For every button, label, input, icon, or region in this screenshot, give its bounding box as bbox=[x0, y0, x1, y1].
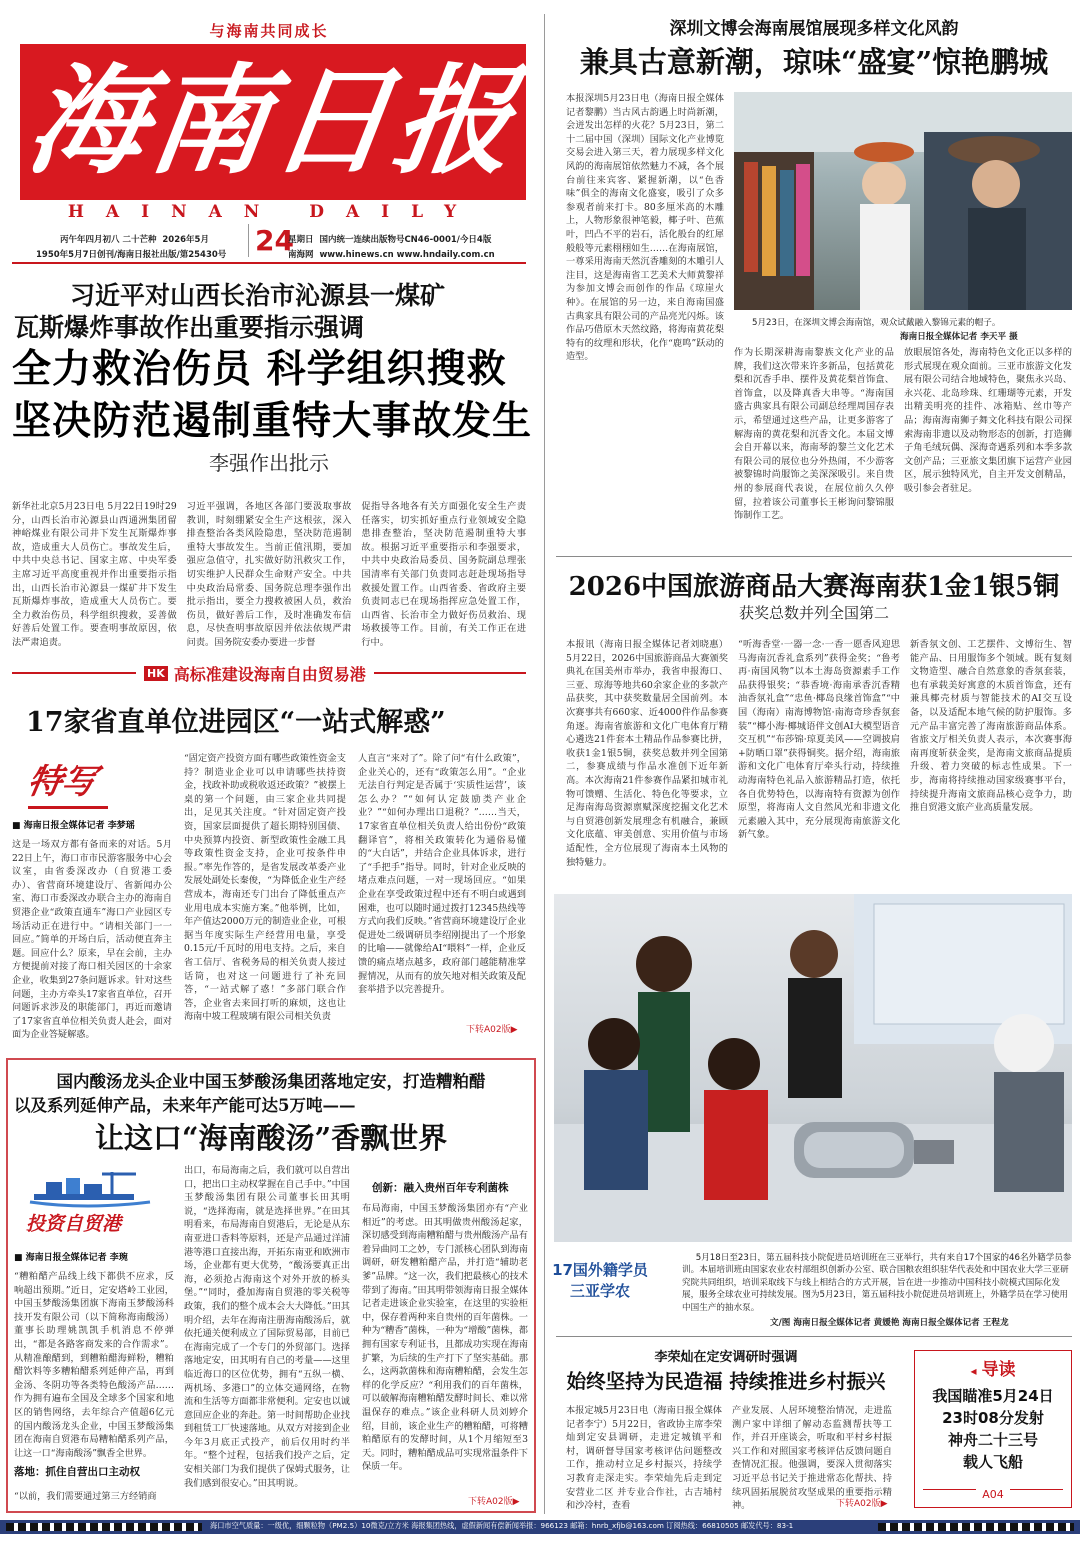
ftz-logo-icon: HK bbox=[144, 666, 168, 681]
masthead-slogan: 与海南共同成长 bbox=[209, 22, 329, 40]
lead-sub: 李强作出批示 bbox=[209, 451, 329, 475]
ftz-tag-text: 特写 bbox=[24, 762, 100, 802]
masthead-issn: 星期日 国内统一连续出版物号CN46-0001/今日4版 bbox=[288, 235, 492, 245]
culture-photo bbox=[734, 92, 1072, 310]
suantang-col-1b: “以前，我们需要通过第三方经销商 bbox=[14, 1491, 157, 1502]
masthead-founded: 1950年5月7日创刊/海南日报社出版/第25430号 bbox=[36, 250, 227, 260]
masthead-rule bbox=[12, 262, 526, 264]
suantang-col-2: 出口，布局海南之后，我们就可以自营出口，把出口主动权掌握在自己手中。”中国玉梦酸汤集团有限公司董事长田其明说，“选择海南，就是选择世界。”在田其明看来，布局海南自贸港后，无论是从东南亚进口香料等原料，还是产品通过洋浦港等港口直接出海，开拓东南亚和欧洲市场，企业都有更大优势，“酸汤要真正出海，必须抢占海南这个对外开放的桥头堡。”“同时，叠加海南自贸港的零关税等政策，我们的整个成本会大大降低。”田其明介绍，去年在海南注册海南酸汤后，就依托通关便利成立了国际贸易部，目前已在海南完成了一个专门的外贸部门。选择落地定安，田其明有自己的考量——这里临近海口的区位优势，拥有“五纵一横、两机场、多港口”的立体交通网络，在物流和生活等方面都非常便利。定安也以诚意回应企业的奔赴。第一时间帮助企业找到租赁工厂快速落地。从双方对接到企业今年3月底正式投产，前后仅用时约半年。“整个过程，包括我们投产之后，定安相关部门为我们提供了保姆式服务，让我们感到很安心。”田其明说。 bbox=[184, 1165, 350, 1489]
guide-line-4: 载人飞船 bbox=[962, 1453, 1023, 1471]
rural-col-2: 产业发展、人居环境整治情况，走进监测户家中详细了解动态监测帮扶等工作，并召开座谈会，听取和平村乡村振兴工作和对照国家考核评估反馈问题自查情况汇报。他强调，要深入贯彻落实习近平总书记关于推进常态化帮扶、持续巩固拓展脱贫攻坚成果的重要指示精神。 bbox=[732, 1405, 892, 1512]
ftz-jump-link[interactable]: 下转A02版▶ bbox=[466, 1025, 518, 1035]
guide-page[interactable]: A04 bbox=[976, 1488, 1010, 1501]
color-swatch-right bbox=[878, 1523, 1074, 1531]
suantang-col-1: “糟粕醋产品线上线下都供不应求，反响超出预期。”近日，定安塔岭工业园，中国玉梦酸汤集团旗下海南玉梦酸汤科技开发有限公司（以下简称海南酸汤）董事长助理姚凯凯手机消息不停弹出，“都是各路客商发来的合作需求”。从精准酿醋到，到糟粕醋海鲜粉，糟粕醋饮料等多糟粕醋系列延伸产品，再到金汤、冬阴功等各类特色酸汤产品……作为拥有遍布全国及全球多个国家和地区的销售网络，去年综合产值超6亿元的国内酸汤龙头企业，中国玉梦酸汤集团在海南自贸港布局糟粕醋系列产品，让这一口“海南酸汤”飘香全世界。 bbox=[14, 1271, 174, 1459]
footer-text: 海口市空气质量：一级优，细颗粒物（PM2.5）10微克/立方米 海报集团热线，虚假新闻有偿新闻举报：966123 邮箱：hnrb_xfjb@163.com 订阅热线：66810505 邮发代号：83-1 bbox=[210, 1521, 794, 1530]
lead-headline-2: 坚决防范遏制重特大事故发生 bbox=[12, 399, 533, 444]
suantang-jump-link[interactable]: 下转A02版▶ bbox=[468, 1497, 520, 1507]
color-swatch-left bbox=[6, 1523, 202, 1531]
guide-line-3: 神舟二十三号 bbox=[947, 1431, 1038, 1449]
suantang-sub-2: 创新：融入贵州百年专利菌株 bbox=[372, 1182, 509, 1194]
masthead-title: 海南日报 bbox=[19, 51, 527, 190]
masthead-day: 24 bbox=[248, 224, 294, 257]
suantang-headline: 让这口“海南酸汤”香飘世界 bbox=[94, 1121, 448, 1155]
masthead-date-lunar: 丙午年四月初八 二十芒种 2026年5月 bbox=[60, 235, 209, 245]
guide-line-1: 我国瞄准5月24日 bbox=[932, 1387, 1054, 1405]
guide-headline[interactable] bbox=[915, 1385, 1071, 1473]
column-divider bbox=[544, 14, 545, 1514]
culture-col-2b: 作为长期深耕海南黎族文化产业的品牌，我们这次带来许多新品，包括黄花梨和沉香手串、摆件及黄花梨首饰盒、首饰盒，以及降真香大串等。“海南国盛古典家具有限公司副总经理周国存表示，希望通过这些产品，让更多游客了解海南的黄花梨和沉香文化。本届文博会自开幕以来，海南琴韵黎兰文化艺术有限公司的展位也分外热闹，不少游客被黎锦时尚服饰之美深深吸引。来自贵州的参展商代表说，在展位前久久停留，拉着该公司董事长王彬询问黎锦服饰制作工艺。 bbox=[734, 347, 894, 522]
guide-line-2: 23时08分发射 bbox=[942, 1409, 1044, 1427]
foreign-photo bbox=[554, 894, 1072, 1242]
ftz-col-2: “固定资产投资方面有哪些政策性资金支持？制造业企业可以申请哪些扶持资金，找政补助或税收返还政策？”被摆上桌的第一个问题，由三家企业共同提出，足见其关注度。“针对固定资产投资，国家层面提供了超长期特别国债、中央预算内投资、新型政策性金融工具等政策性资金支持，企业可按条件申报。”率先作答的，是省发展改革委产业发展处副处长秦俊，“为降低企业生产经营成本，海南还专门出台了降低重点产业用电成本实施方案。”他举例，比如，年产值达2000万元的制造业企业，可根据当年度实际生产经营用电量，享受0.15元/千瓦时的用电支持。之后，来自省工信厅、省税务局的相关负责人接过话筒，也对这一问题进行了补充回答，“一站式解了惑！”多部门联合作答，企业省去来回打听的麻烦，这也让海南中坡工程玻璃有限公司相关负责 bbox=[184, 753, 346, 1023]
lead-kicker-2: 瓦斯爆炸事故作出重要指示强调 bbox=[14, 313, 365, 342]
lead-headline-1: 全力救治伤员 科学组织搜救 bbox=[12, 347, 507, 392]
ftz-col-1: 这是一场双方都有备而来的对话。5月22日上午，海口市市民游客服务中心会议室，由省委深改办（自贸港工委办）、省营商环境建设厅、省新闻办公室、海口市委深改办联合主办的海南自贸港企业“政策直通车”海口产业园区专场活动正在进行中。“请相关部门一一回应。”简单的开场白后，活动便直奔主题。回应什么？原来，早在会前，主办方便提前对接了海口相关园区的十余家企业，收集到27条问题诉求。针对这些问题，主办方牵头17家省直单位，召开问题诉求涉及的职能部门，再近而邀请了17家省直单位相关负责人赴会，面对面为企业答疑解惑。 bbox=[12, 839, 172, 1041]
port-crane-icon bbox=[26, 1168, 156, 1208]
suantang-kicker-2: 以及系列延伸产品，未来年产能可达5万吨—— bbox=[14, 1096, 356, 1115]
suantang-byline: ■ 海南日报全媒体记者 李琬 bbox=[14, 1253, 128, 1263]
suantang-tag-text: 投资自贸港 bbox=[26, 1213, 122, 1235]
rural-kicker: 李荣灿在定安调研时强调 bbox=[654, 1350, 798, 1365]
rural-headline: 始终坚持为民造福 持续推进乡村振兴 bbox=[566, 1370, 886, 1393]
pump-lesson-icon bbox=[554, 894, 1072, 1242]
lead-body bbox=[12, 500, 526, 646]
guide-title: 导读 bbox=[981, 1360, 1016, 1380]
suantang-sub-1: 落地：抓住自营出口主动权 bbox=[14, 1466, 140, 1478]
ftz-byline: ■ 海南日报全媒体记者 李梦瑶 bbox=[12, 821, 135, 831]
chevron-left-icon: ◂ bbox=[970, 1364, 977, 1378]
masthead bbox=[12, 14, 526, 314]
rural-jump-link[interactable]: 下转A02版▶ bbox=[836, 1499, 888, 1509]
culture-caption: 5月23日，在深圳文博会海南馆，观众试戴融入黎锦元素的帽子。 bbox=[752, 318, 1001, 328]
lead-col-3: 促指导各地各有关方面强化安全生产责任落实，切实抓好重点行业领域安全隐患排查整治，坚决防范遏制重特大事故。根据习近平重要指示和李强要求，中共中央政治局委员、国务院副总理张国清率有关部门负责同志赶赴现场指导救援处置工作。山西省委、省政府主要负责同志已在现场指挥应急处置工作，山西省、长治市全力做好伤员救治、现场救援等工作。目前，有关工作正在进行中。 bbox=[361, 501, 527, 648]
hat-exhibit-icon bbox=[734, 92, 1072, 310]
lead-kicker-1: 习近平对山西长治市沁源县一煤矿 bbox=[70, 281, 446, 310]
masthead-logo-box bbox=[20, 44, 526, 200]
lead-story bbox=[12, 280, 533, 478]
lead-col-1: 新华社北京5月23日电 5月22日19时29分，山西长治市沁源县山西通洲集团留神峪煤业有限公司井下发生瓦斯爆炸事故，造成重大人员伤亡。事故发生后，中共中央总书记、国家主席、中央军委主席习近平高度重视并作出重要指示指出，山西长治市沁源县一煤矿井下发生瓦斯爆炸事故，造成重大人员伤亡。要全力救治伤员，科学组织搜救，妥善做好善后处置工作。要查明事故原因，依法严肃追责。 bbox=[12, 501, 177, 648]
footer-bar bbox=[0, 1520, 1080, 1534]
rural-col-1: 本报定城5月23日电（海南日报全媒体记者李宁）5月22日，省政协主席李荣灿到定安县调研，走进定城镇平和村，调研督导国家考核评估问题整改工作，推动村立足乡村振兴，持续学习教育走深走实。李荣灿先后走到定安营业二区 并专业合作社，古吉埔村和沙冷村，查看 bbox=[566, 1405, 722, 1512]
culture-kicker: 深圳文博会海南展馆展现多样文化风韵 bbox=[669, 19, 959, 39]
foreign-tag-2: 三亚学农 bbox=[569, 1282, 630, 1300]
masthead-pinyin: HAINAN DAILY bbox=[67, 202, 479, 222]
tourism-col-1: 本报讯（海南日报全媒体记者刘晓惠）5月22日，2026中国旅游商品大赛颁奖典礼在国美州市举办，我省申报海口、三亚、琼海等地共60余家企业的多款产品获奖，其中获奖数量居全国前列。本次赛事共有660家、近4000件作品参赛角逐。海南省旅游和文化广电体育厅精心遴选21件套本土精品作品参赛比拼，收获1金1银5铜，获奖总数并列全国第二，参赛成绩与作品水准创下近年新高。本次海南21件参赛作品紧扣城市礼物可馈赠、生活化、特色化等要求，立足海南海岛资源禀赋深度挖掘文化艺术与自贸港创新发展理念有机融合，兼顾文化底蕴、审美创意、实用价值与市场适配性，全方位展现了海南本土风物的独特魅力。 bbox=[566, 639, 728, 868]
tourism-col-3: 新香氛文创、工艺摆件、文博衍生、智能产品、日用服饰多个领域。既有复刻文物造型、融合自然意象的香氛套装，也有承载美好寓意的木质首饰盒，还有兼具椰壳材质与智能技术的AI交互设备，以及适配本地气候的防护服饰。多元产品丰富完善了海南旅游商品体系。省旅文厅相关负责人表示，本次赛事海南再度斩获金奖，是海南文旅商品提质升级、着力突破的标志性成果。下一步，海南将持续推动国家级赛事平台，持续提升海南文旅商品核心竞争力，助推自贸港文旅产业高质量发展。 bbox=[910, 639, 1072, 814]
guide-page-bar bbox=[923, 1489, 1063, 1501]
culture-headline: 兼具古意新潮，琼味“盛宴”惊艳鹏城 bbox=[579, 45, 1049, 79]
foreign-tag bbox=[548, 1260, 652, 1302]
tourism-col-2: “听海香堂·一器一念·一香一愿香风迎思马海南沉香礼盒系列”获得金奖；“鲁考再·南国风物”以本土海岛资源素手工作品获得银奖；“恭香境·海南承香沉香精油香氛礼盒”“忠鱼·椰岛良缘首饰盒”“中国（海南）南海博物馆·南海奇珍香氛套装”“椰小海·椰城语伴文创AI大模型语音交互机”“布莎锦·琼夏美风——空调披肩+防晒口罩”获得铜奖。据介绍，海南旅游和文化广电体育厅牵头行动，持续推动海南特色礼品入旅游精品打造，依托各自优势特色，以海南特有资源为创作原型，将海南人文自然风光和非遗文化元素融入其中，充分展现海南旅游文化新气象。 bbox=[738, 639, 900, 841]
suantang-col-3: 布局海南，中国玉梦酸汤集团亦有“产业相近”的考虑。田其明做贵州酸汤起家，深切感受到海南糟粕醋与贵州酸汤产品有着异曲同工之妙，专门派核心团队到海南调研，研发糟粕醋产品，并打造“辅助老爹”品牌。“这一次，我们把最核心的技术带到了海南。”田其明带领海南日报全媒体记者走进该企业实验室，在这里的实验柜中，保存着两种来自贵州的百年菌株。一种为“糟香”菌株，一种为“增酸”菌株，都拥有国家专利证书，且都成功实现在海南扩繁，为后续的生产打下了坚实基础。那么，这两款菌株和海南糟粕醋，会发生怎样的化学反应？“利用我们的百年菌株，可以破解海南糟粕醋发酵时间长、难以常温保存的难点。”该企业科研人员刘婷介绍，目前，该企业生产的糟粕醋，可将糟粕醋原有的发酵时间，从1个月缩短至3天。同时，糟粕醋成品可实现常温条件下保质一年。 bbox=[362, 1203, 528, 1473]
suantang-tag bbox=[26, 1168, 156, 1238]
ftz-tag bbox=[24, 760, 118, 820]
foreign-tag-1: 17国外籍学员 bbox=[552, 1261, 648, 1279]
ftz-banner bbox=[12, 662, 526, 684]
culture-credit: 海南日报全媒体记者 李天平 摄 bbox=[900, 332, 1018, 342]
tourism-headline: 2026中国旅游商品大赛海南获1金1银5铜 bbox=[568, 572, 1060, 602]
guide-header bbox=[915, 1355, 1071, 1380]
ftz-headline: 17家省直单位进园区“一站式解惑” bbox=[26, 707, 446, 738]
foreign-credit: 文/图 海南日报全媒体记者 黄媛艳 海南日报全媒体记者 王程龙 bbox=[770, 1318, 1009, 1328]
suantang-kicker-1: 国内酸汤龙头企业中国玉梦酸汤集团落地定安，打造糟粕醋 bbox=[56, 1072, 486, 1091]
foreign-caption: 5月18日至23日，第五届科技小院促进员培训班在三亚举行，共有来自17个国家的46名外籍学员参训。本届培训班由国家农业农村部组织创新办公室、联合国粮农组织驻华代表处和中国农业大学三亚研究院共同组织，培训采取线下与线上相结合的方式开展，旨在进一步推动中国科技小院模式国际化发展，服务全球农业可持续发展。图为5月23日，第五届科技小院促进员培训班上，外籍学员在学习使用中国生产的抽水泵。 bbox=[682, 1253, 1072, 1313]
tourism-body bbox=[566, 638, 1072, 878]
lead-col-2: 习近平强调，各地区各部门要汲取事故教训，时刻绷紧安全生产这根弦，深入排查整治各类风险隐患，坚决防范遏制重特大事故发生。当前正值汛期，要加强应急值守，扎实做好防汛救灾工作，切实维护人民群众生命财产安全。中共中央政治局常委、国务院总理李强作出批示指出，要全力搜救被困人员，救治伤员，做好善后工作，及时准确发布信息，尽快查明事故原因并依法依规严肃问责。国务院安委办要进一步督 bbox=[186, 501, 352, 648]
culture-col-4: 放眼展馆各处，海南特色文化正以多样的形式展现在观众面前。三亚市旅游文化发展有限公司结合地域特色，聚焦永兴岛、永兴花、北岛珍珠、红珊瑚等元素，开发出精美明亮的挂件、冰箱贴、丝巾等产品；海南海南狮子舞文化科技有限公司探索海南非遗以及动物形态的创新，打造狮子角毛绒玩偶、深海奇遇系列和本季多款文创产品；三亚旅文集团旗下运营产业园区，展示独特风光，自主开发文创精品，吸引参会者驻足。 bbox=[904, 347, 1072, 494]
masthead-site: 南海网 www.hinews.cn www.hndaily.com.cn bbox=[288, 250, 495, 260]
ftz-banner-text: 高标准建设海南自由贸易港 bbox=[173, 664, 366, 684]
culture-col-1: 本报深圳5月23日电（海南日报全媒体记者黎鹏）当古风古韵遇上时尚新潮，会迸发出怎样的火花？5月23日，第二十二届中国（深圳）国际文化产业博览交易会进入第三天，着力展现多样文化风韵的海南展馆依然魅力不减，各个展台前往来宾客、紧握新潮，以“色香味”俱全的海南文化盛宴，吸引了众多参观者前来打卡。80多厘米高的木雕上，人物形象很神笔毅，椰子叶、芭蕉叶，凹凸不平的岩石，活化般台的红犀般般等元素栩栩如生……在海南展馆，一尊采用海南天然沉香雕刻的木雕引人注目，这是海南省工艺美术大师黄黎祥为参加文博会而创作的作品《琼崖火种》。在展馆的另一边，来自海南国盛古典家具有限公司的产品亮光闪烁。该作品巧借原木天然纹路，将海南黄花梨特有的纹理和形状，化作“鹿鸣”跃动的造型。 bbox=[566, 93, 724, 363]
guide-box bbox=[914, 1350, 1072, 1508]
culture-rule bbox=[556, 556, 1072, 557]
ftz-col-3: 人直言“来对了”。除了问“有什么政策”，企业关心的，还有“政策怎么用”。“企业无法自行判定是否属于‘实质性运营’，该怎么办？”“如何认定鼓励类产业企业？”“如何办理出口退税？”……当天，17家省直单位相关负责人给出份份“政策翻译官”，将相关政策转化为通俗易懂的“大白话”，并结合企业具体诉求，进行了“手把手”指导。同时，针对企业反映的堵点难点问题，一对一现场回应。“如果企业在享受政策过程中还有不明白或遇到困难，也可以随时通过拨打12345热线等方式向我们反映。”省营商环境建设厅企业促进处二级调研员李绍刚提出了一个形象的比喻——就像给AI“喂料”一样，企业反馈的痛点堵点越多，政府部门越能精准掌握情况，从而有的放矢地对相关政策及配套举措予以完善提升。 bbox=[358, 753, 526, 996]
foreign-rule bbox=[556, 1336, 1072, 1337]
tourism-sub: 获奖总数并列全国第二 bbox=[738, 604, 889, 622]
